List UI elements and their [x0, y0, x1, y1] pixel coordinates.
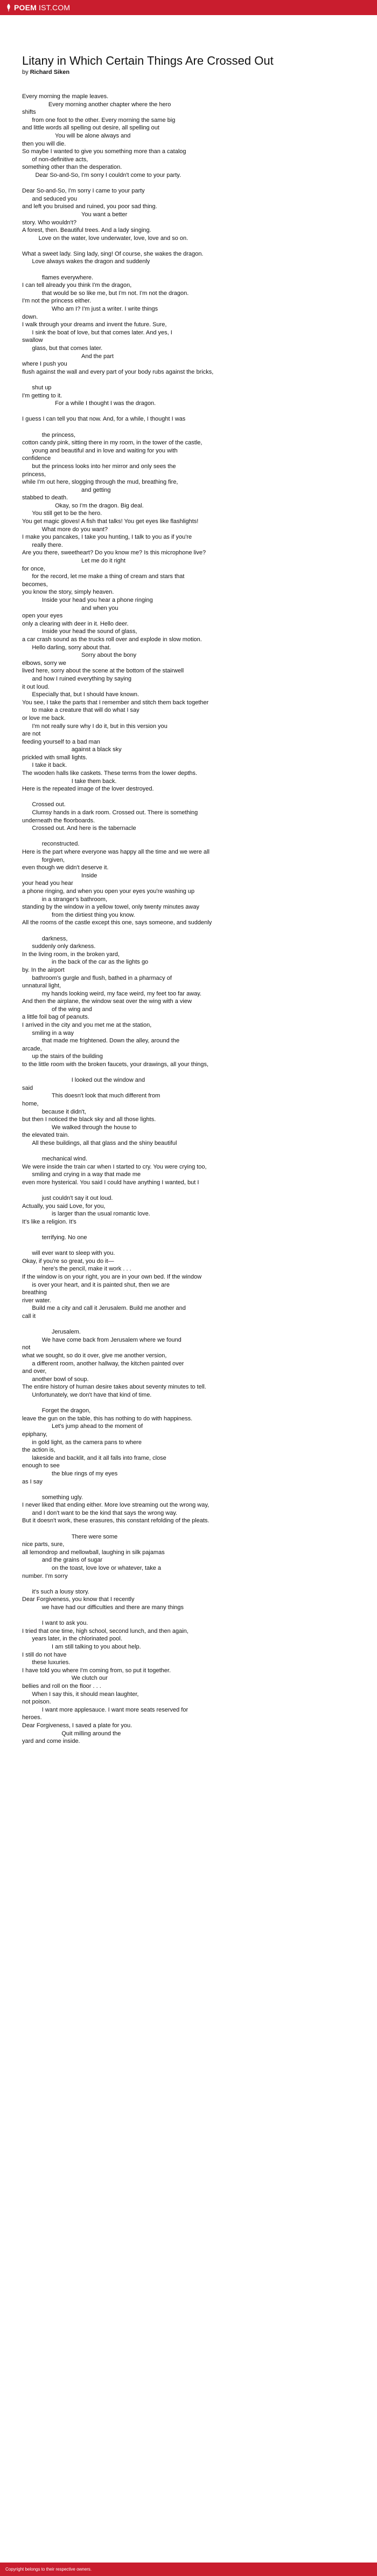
poem-content	[0, 54, 377, 1746]
poem-title: Litany in Which Certain Things Are Crossed Out	[22, 54, 274, 67]
by-label: by	[22, 69, 29, 75]
poem-body: Every morning the maple leaves. Every morning another chapter where the hero shifts from one foot to the other. Every morning the same big and little words all spelling out desire, all spelling out You will be alone always and then you will die. So maybe I wanted to give you something more than a catalog of non-definitive acts, something other than the desperation. Dear So-and-So, I'm sorry I couldn't come to your party. Dear So-and-So, I'm sorry I came to your party and seduced you and left you bruised and ruined, you poor sad thing. You want a better story. Who wouldn't? A forest, then. Beautiful trees. And a lady singing. Love on the water, love underwater, love, love and so on. What a sweet lady. Sing lady, sing! Of course, she wakes the dragon. Love always wakes the dragon and suddenly flames everywhere. I can tell already you think I'm the dragon, that would be so like me, but I'm not. I'm not the dragon. I'm not the princess either. Who am I? I'm just a writer. I write things down. I walk through your dreams and invent the future. Sure, I sink the boat of love, but that comes later. And yes, I swallow glass, but that comes later. And the part where I push you flush against the wall and every part of your body rubs against the bricks, shut up I'm getting to it. For a while I thought I was the dragon. I guess I can tell you that now. And, for a while, I thought I was the princess, cotton candy pink, sitting there in my room, in the tower of the castle, young and beautiful and in love and waiting for you with confidence but the princess looks into her mirror and only sees the princess, while I'm out here, slogging through the mud, breathing fire, and getting stabbed to death. Okay, so I'm the dragon. Big deal. You still get to be the hero. You get magic gloves! A fish that talks! You get eyes like flashlights! What more do you want? I make you pancakes, I take you hunting, I talk to you as if you're really there. Are you there, sweetheart? Do you know me? Is this microphone live? Let me do it right for once, for the record, let me make a thing of cream and stars that becomes, you know the story, simply heaven. Inside your head you hear a phone ringing and when you open your eyes only a clearing with deer in it. Hello deer. Inside your head the sound of glass, a car crash sound as the trucks roll over and explode in slow motion. Hello darling, sorry about that. Sorry about the bony elbows, sorry we lived here, sorry about the scene at the bottom of the stairwell and how I ruined everything by saying it out loud. Especially that, but I should have known. You see, I take the parts that I remember and stitch them back together to make a creature that will do what I say or love me back. I'm not really sure why I do it, but in this version you are not feeding yourself to a bad man against a black sky prickled with small lights. I take it back. The wooden halls like caskets. These terms from the lower depths. I take them back. Here is the repeated image of the lover destroyed. Crossed out. Clumsy hands in a dark room. Crossed out. There is something underneath the floorboards. Crossed out. And here is the tabernacle reconstructed. Here is the part where everyone was happy all the time and we were all forgiven, even though we didn't deserve it. Inside your head you hear a phone ringing, and when you open your eyes you're washing up in a stranger's bathroom, standing by the window in a yellow towel, only twenty minutes away from the dirtiest thing you know. All the rooms of the castle except this one, says someone, and suddenly darkness, suddenly only darkness. In the living room, in the broken yard, in the back of the car as the lights go by. In the airport bathroom's gurgle and flush, bathed in a pharmacy of unnatural light, my hands looking weird, my face weird, my feet too far away. And then the airplane, the window seat over the wing with a view of the wing and a little foil bag of peanuts. I arrived in the city and you met me at the station, smiling in a way that made me frightened. Down the alley, around the arcade, up the stairs of the building to the little room with the broken faucets, your drawings, all your things, I looked out the window and said This doesn't look that much different from home, because it didn't, but then I noticed the black sky and all those lights. We walked through the house to the elevated train. All these buildings, all that glass and the shiny beautiful mechanical wind. We were inside the train car when I started to cry. You were crying too, smiling and crying in a way that made me even more hysterical. You said I could have anything I wanted, but I just couldn't say it out loud. Actually, you said Love, for you, is larger than the usual romantic love. It's like a religion. It's terrifying. No one will ever want to sleep with you. Okay, if you're so great, you do it— here's the pencil, make it work . . . If the window is on your right, you are in your own bed. If the window is over your heart, and it is painted shut, then we are breathing river water. Build me a city and call it Jerusalem. Build me another and call it Jerusalem. We have come back from Jerusalem where we found not what we sought, so do it over, give me another version, a different room, another hallway, the kitchen painted over and over, another bowl of soup. The entire history of human desire takes about seventy minutes to tell. Unfortunately, we don't have that kind of time. Forget the dragon, leave the gun on the table, this has nothing to do with happiness. Let's jump ahead to the moment of epiphany, in gold light, as the camera pans to where the action is, lakeside and backlit, and it all falls into frame, close enough to see the blue rings of my eyes as I say something ugly. I never liked that ending either. More love streaming out the wrong way, and I don't want to be the kind that says the wrong way. But it doesn't work, these erasures, this constant refolding of the pleats. There were some nice parts, sure, all lemondrop and mellowball, laughing in silk pajamas and the grains of sugar on the toast, love love or whatever, take a number. I'm sorry it's such a lousy story. Dear Forgiveness, you know that I recently we have had our difficulties and there are many things I want to ask you. I tried that one time, high school, second lunch, and then again, years later, in the chlorinated pool. I am still talking to you about help. I still do not have these luxuries. I have told you where I'm coming from, so put it together. We clutch our bellies and roll on the floor . . . When I say this, it should mean laughter, not poison. I want more applesauce. I want more seats reserved for heroes. Dear Forgiveness, I saved a plate for you. Quit milling around the yard and come inside.	[22, 93, 214, 1745]
site-header	[0, 0, 377, 15]
poem-author[interactable]: Richard Siken	[30, 69, 70, 75]
site-logo[interactable]	[5, 3, 70, 12]
quill-icon	[5, 4, 12, 11]
poem-byline	[22, 69, 366, 75]
logo-main-text: POEM	[14, 3, 37, 12]
site-footer	[0, 2563, 377, 2576]
footer-copyright: Copyright belongs to their respective owners.	[5, 2567, 92, 2572]
logo-suffix-text: IST.COM	[39, 3, 71, 12]
